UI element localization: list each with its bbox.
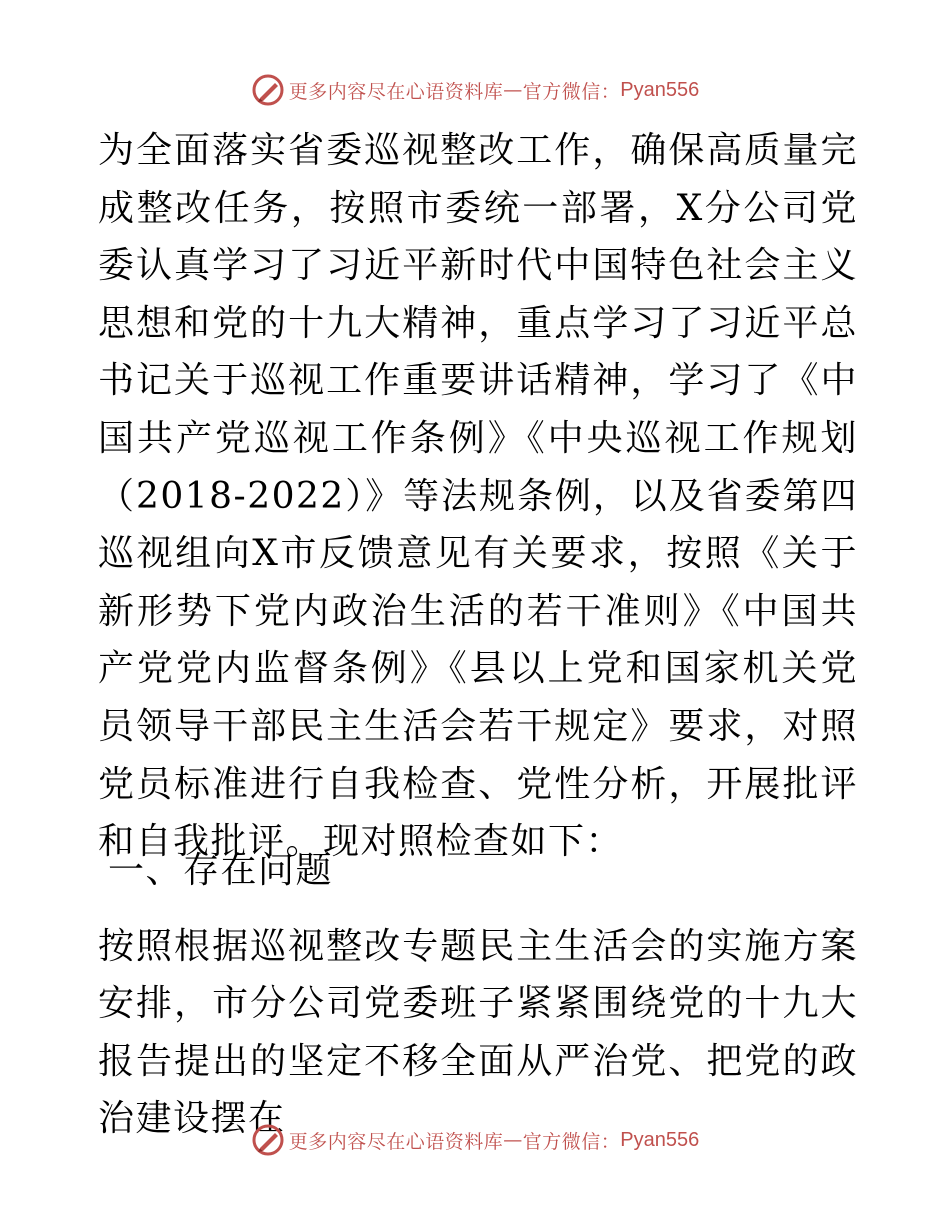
watermark-wechat-id: Pyan556 <box>620 1128 700 1151</box>
section-heading: 一、存在问题 <box>108 850 334 891</box>
intro-paragraph: 为全面落实省委巡视整改工作，确保高质量完成整改任务，按照市委统一部署，X分公司党委认真学习了习近平新时代中国特色社会主义思想和党的十九大精神，重点学习了习近平总书记关于巡视工作重要讲话精神，学习了《中国共产党巡视工作条例》《中央巡视工作规划（2018-2022）》等法规条例，以及省委第四巡视组向X市反馈意见有关要求，按照《关于新形势下党内政治生活的若干准则》《中国共产党党内监督条例》《县以上党和国家机关党员领导干部民主生活会若干规定》要求，对照党员标准进行自我检查、党性分析，开展批评和自我批评。现对照检查如下： <box>98 130 858 863</box>
watermark-wechat-label: 官方微信： <box>522 80 621 103</box>
section-paragraph: 按照根据巡视整改专题民主生活会的实施方案安排，市分公司党委班子紧紧围绕党的十九大报告提出的坚定不移全面从严治党、把党的政治建设摆在 <box>98 925 858 1140</box>
watermark-site-text: 更多内容尽在心语资料库 <box>288 1130 504 1153</box>
watermark-site-text: 更多内容尽在心语资料库 <box>288 80 504 103</box>
watermark-dash: — <box>503 79 523 101</box>
footer-watermark <box>0 1120 950 1160</box>
pen-logo-icon <box>251 73 285 107</box>
header-watermark <box>0 70 950 110</box>
watermark-wechat-label: 官方微信： <box>522 1130 621 1153</box>
watermark-dash: — <box>503 1129 523 1151</box>
watermark-wechat-id: Pyan556 <box>620 78 700 101</box>
document-body <box>98 122 858 1148</box>
pen-logo-icon <box>251 1123 285 1157</box>
